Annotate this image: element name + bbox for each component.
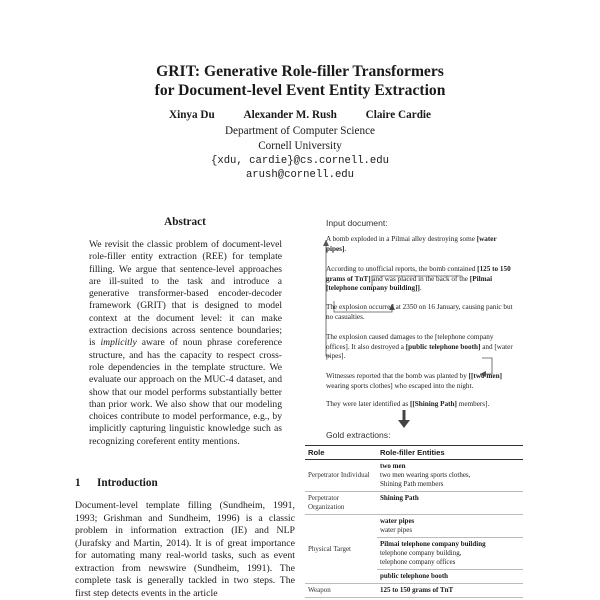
s4-text-b: and [water pipes]. [326,342,513,361]
entity-value: two men wearing sports clothes, [380,471,471,479]
abstract-body [89,239,282,448]
table-header-row [305,446,523,460]
intro-body [75,500,295,600]
author-1: Xinya Du [169,109,215,121]
abstract-heading: Abstract [164,216,206,228]
doc-sentence-4 [326,333,516,362]
paper-title [0,62,600,100]
s2-text-b: and was placed in the back of the [370,274,470,283]
s6-entity-org: [[Shining Path] [410,400,457,408]
abstract-text-a: We revisit the classic problem of document-level role-filler entity extraction (REE) for template filling. We argue that sentence-level approaches are ill-suited to the task and introduce a generative transformer-based encoder-decoder framework (GRIT) that is designed to model context at the document level: it can make extraction decisions across sentence boundaries; is [89,239,282,349]
entity-value: two men [380,462,406,470]
section-heading [75,477,158,489]
s4-entity-booth: [public telephone booth] [405,342,481,351]
email-2: arush@cornell.edu [245,169,355,181]
author-2: Alexander M. Rush [243,109,337,121]
doc-sentence-6 [326,400,516,410]
s2-end: . [419,284,422,293]
entity-value: water pipes [380,526,413,534]
entity-cell [377,584,523,598]
column-header-entities: Role-filler Entities [377,446,523,460]
s2-entity-weapon: [125 to 150 grams of TnT] [326,265,511,283]
email-1: {xdu, cardie}@cs.cornell.edu [210,155,389,167]
entity-cell [377,460,523,492]
intro-paragraph: Document-level template filling (Sundheim, 1991, 1993; Grishman and Sundheim, 1996) is a classic problem in information extraction (IE) and NLP (Jurafsky and Martin, 2014). It is of great importance for automating many real-world tasks, such as event extraction from newswire (Sundheim, 1991). The complete task is generally tackled in two steps. The first step detects events in the article [75,500,295,599]
role-cell: Physical Target [305,515,377,584]
entity-value: Shining Path [380,494,419,502]
table-row [305,515,523,538]
author-list [0,109,600,121]
s5-entity-men: [[two men] [468,372,502,380]
entity-value: public telephone booth [380,572,449,580]
s1-end: . [344,244,347,253]
role-cell: Perpetrator Organization [305,492,377,515]
doc-sentence-2 [326,265,516,294]
s2-entity-building: [Pilmai [telephone company building]] [326,274,493,293]
section-title: Introduction [97,477,158,489]
s3-text: The explosion occurred at 2350 on 16 January, causing panic but no casualties. [326,303,513,321]
s1-entity: [water pipes] [326,235,497,253]
entity-value: 125 to 150 grams of TnT [380,586,454,594]
s4-text-a: The explosion caused damages to the [telephone company offices]. It also destroyed a [326,333,494,351]
entity-cell [377,515,523,538]
role-cell: Perpetrator Individual [305,460,377,492]
table-row [305,492,523,515]
entity-value: telephone company building, [380,549,462,557]
table-row [305,584,523,598]
s6-text-b: members]. [456,400,490,408]
author-3: Claire Cardie [365,109,431,121]
entity-cell [377,538,523,570]
s5-text-c: who escaped into the night. [392,381,474,390]
doc-sentence-5 [326,372,516,391]
title-line-2: for Document-level Event Entity Extraction [154,82,446,99]
title-line-1: GRIT: Generative Role-filler Transformers [156,63,444,80]
abstract-emphasis: implicitly [100,337,137,349]
down-arrow-icon [398,410,410,428]
s5-text-a: Witnesses reported that the bomb was planted by [326,372,469,380]
s5-text-b: wearing sports clothes] [326,381,393,390]
input-document-label: Input document: [326,218,388,228]
entity-value: Pilmai telephone company building [380,540,486,548]
s2-text-a: According to unofficial reports, the bomb contained [326,265,478,273]
doc-sentence-3 [326,303,516,322]
column-header-role: Role [305,446,377,460]
entity-value: telephone company offices [380,558,456,566]
s6-text-a: They were later identified as [326,400,411,408]
entity-cell [377,492,523,515]
role-cell: Weapon [305,584,377,598]
gold-extractions-table [305,445,523,598]
entity-value: water pipes [380,517,415,525]
doc-sentence-1 [326,235,516,254]
entity-cell [377,570,523,584]
affiliation: Department of Computer Science [224,125,376,137]
section-number: 1 [75,477,81,489]
abstract-text-b: aware of noun phrase coreference structure, and has the capacity to respect cross-role dependencies in the template structure. We evaluate our approach on the MUC-4 dataset, and show that our model performs substantially better than prior work. We also show that our modeling choices contribute to model performance, e.g., by implicitly capturing linguistic knowledge such as recognizing coreferent entity mentions. [89,337,282,447]
entity-value: Shining Path members [380,480,444,488]
s1-text: A bomb exploded in a Pilmai alley destroying some [326,235,477,243]
table-row [305,460,523,492]
university: Cornell University [258,140,342,152]
gold-extractions-label: Gold extractions: [326,430,391,440]
